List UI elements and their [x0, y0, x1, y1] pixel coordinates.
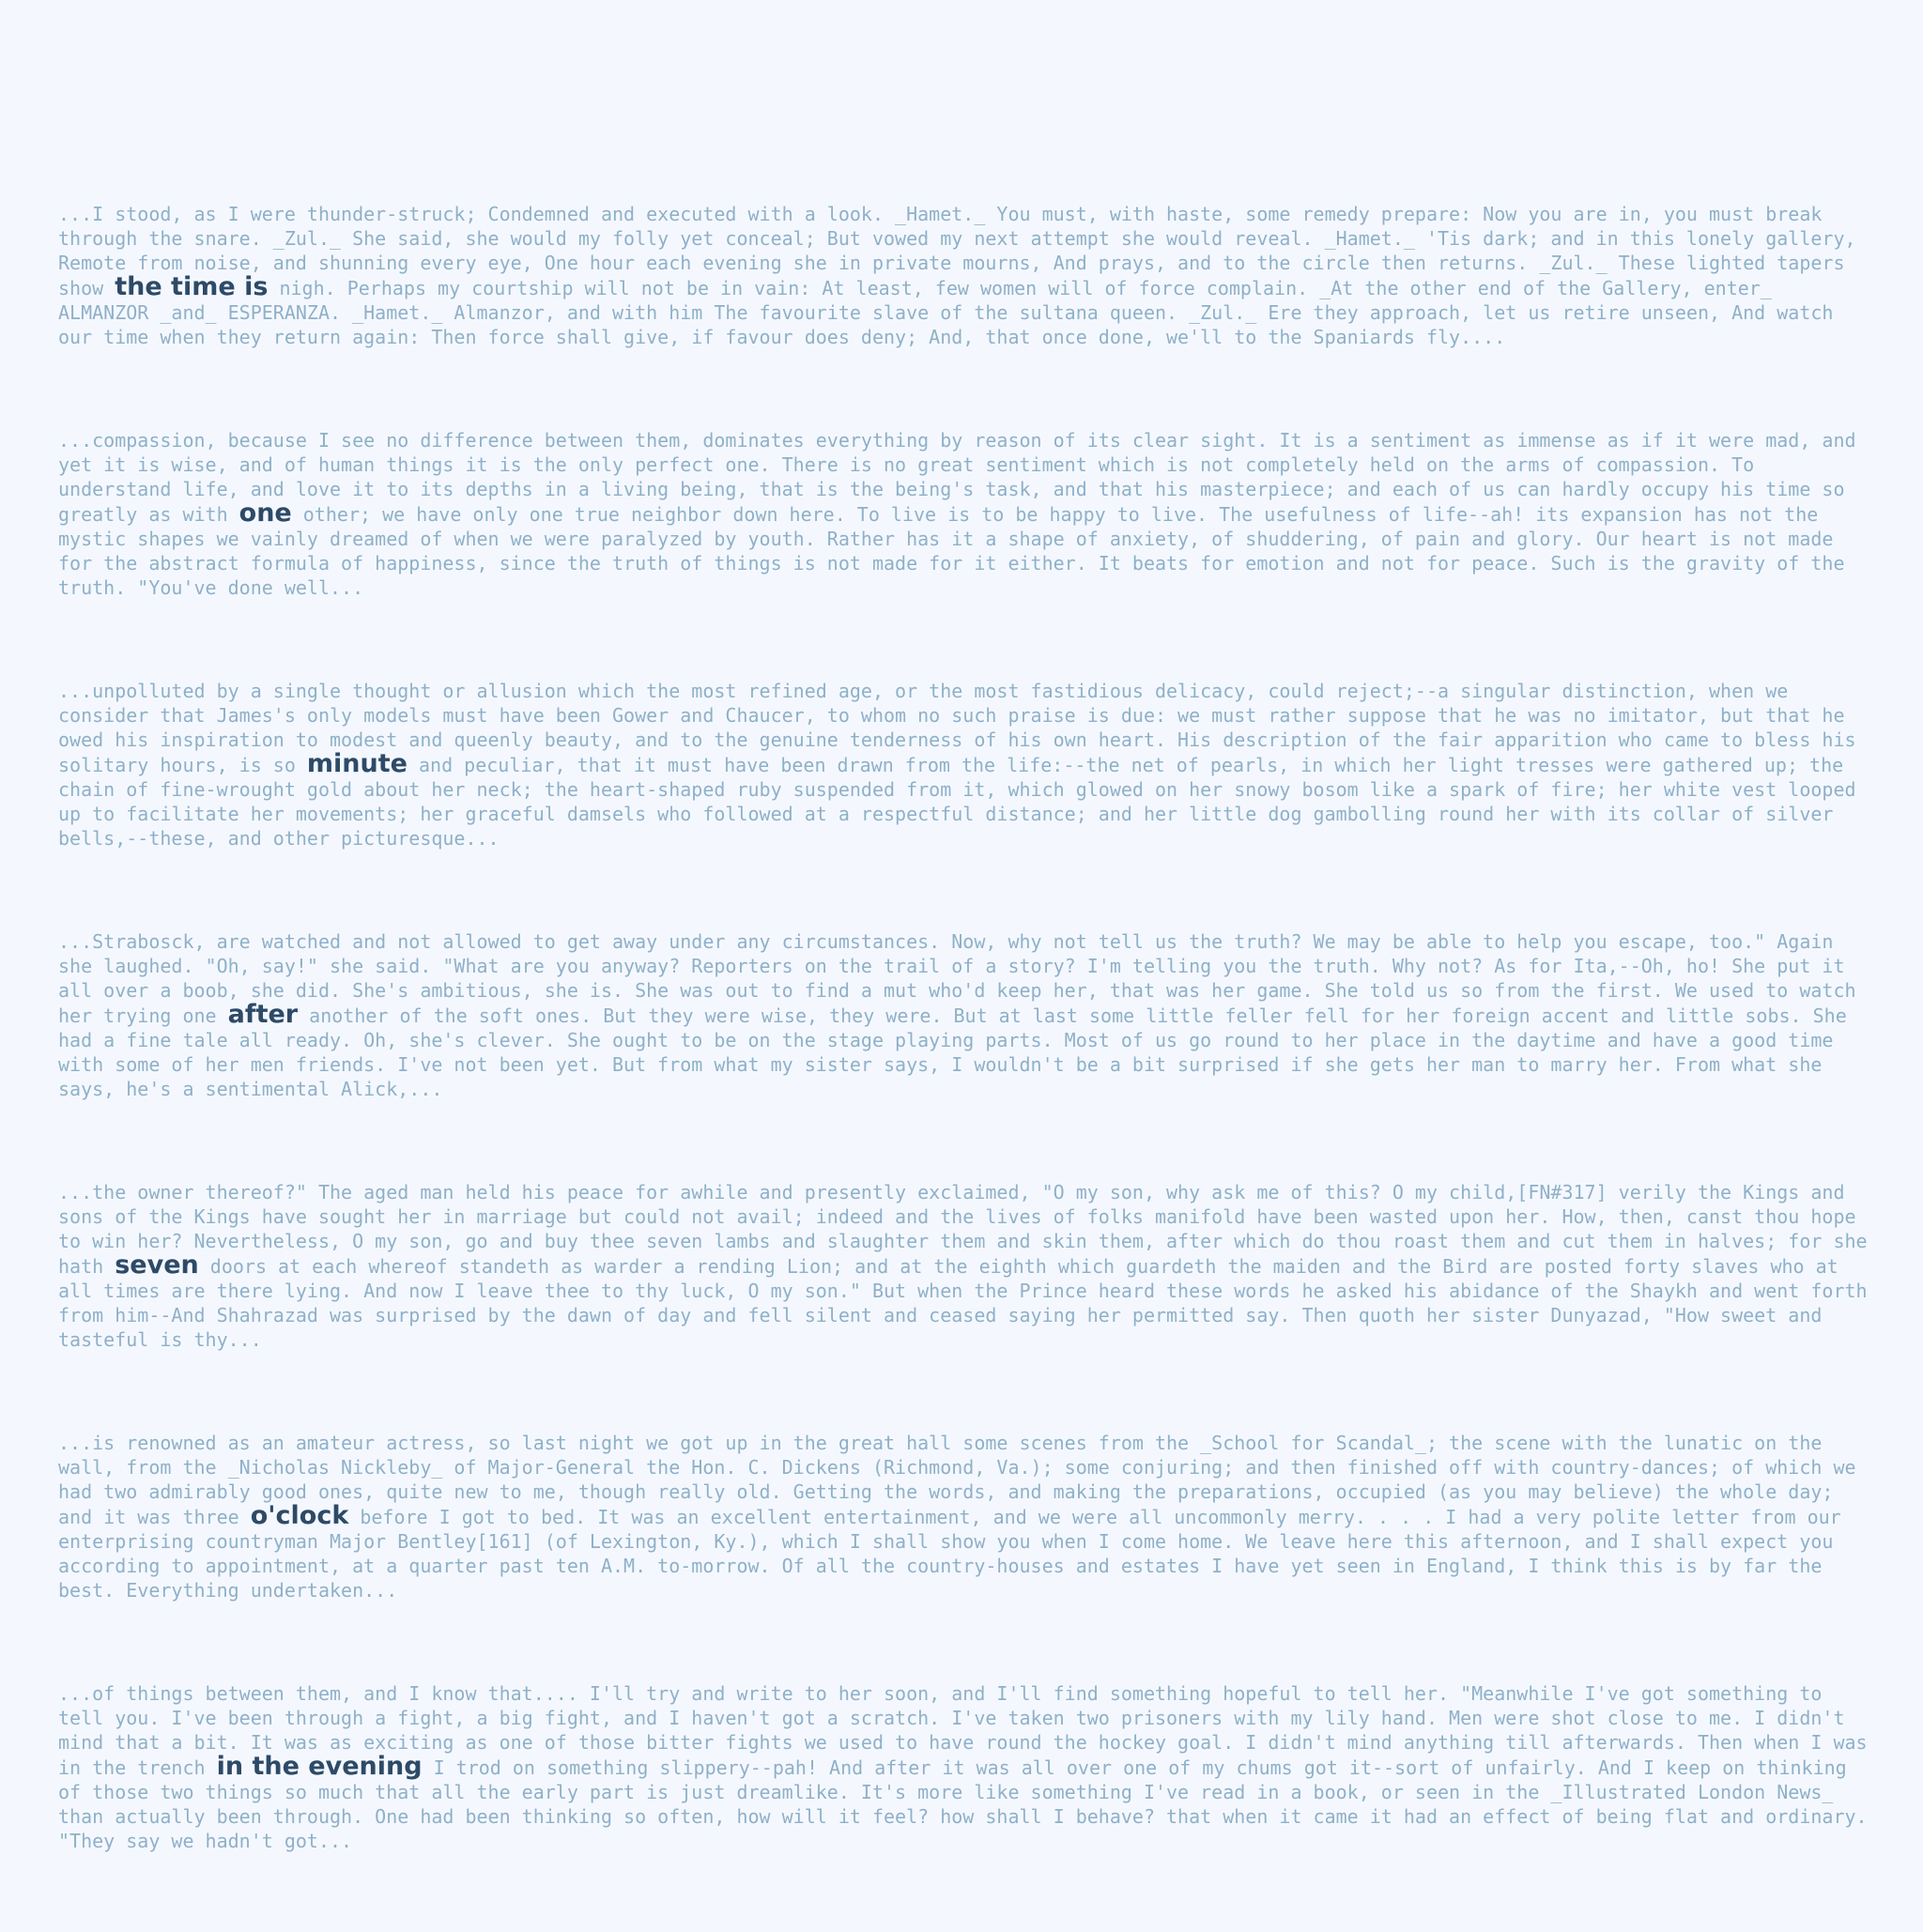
excerpt-text-before: ...unpolluted by a single thought or allusion which the most refined age, or the most fastidious delicacy, could reject;--a singular distinction, when we consider that James's only models must have been Gower and Chaucer, to whom no such praise is due: we must rather suppose that he was no imitator, but that he owed his inspiration to modest and queenly beauty, and to the genuine tenderness of his own heart. His description of the fair apparition who came to bless his solitary hours, is so	[58, 680, 1856, 776]
excerpt-text-after: doors at each whereof standeth as warder a rending Lion; and at the eighth which guardeth the maiden and the Bird are posted forty slaves who at all times are there lying. And now I leave thee to thy luck, O my son." But when the Prince heard these words he asked his abidance of the Shaykh and went forth from him--And Shahrazad was surprised by the dawn of day and fell silent and ceased saying her permitted say. Then quoth her sister Dunyazad, "How sweet and tasteful is thy...	[58, 1255, 1868, 1351]
excerpt-text-after: nigh. Perhaps my courtship will not be in vain: At least, few women will of force complain. _At the other end of the Gallery, enter_ ALMANZOR _and_ ESPERANZA. _Hamet._ Almanzor, and with him The favourite slave of the sultana queen. _Zul._ Ere they approach, let us retire unseen, And watch our time when they return again: Then force shall give, if favour does deny; And, that once done, we'll to the Spaniards fly....	[58, 277, 1834, 348]
highlighted-time-phrase: the time is	[115, 272, 269, 301]
excerpt-text-after: another of the soft ones. But they were wise, they were. But at last some little feller fell for her foreign accent and little sobs. She had a fine tale all ready. Oh, she's clever. She ought to be on the stage playing parts. Most of us go round to her place in the daytime and have a good time with some of her men friends. I've not been yet. But from what my sister says, I wouldn't be a bit surprised if she gets her man to marry her. From what she says, he's a sentimental Alick,...	[58, 1004, 1847, 1100]
highlighted-time-phrase: one	[238, 498, 292, 528]
highlighted-time-phrase: seven	[115, 1250, 199, 1280]
highlighted-time-phrase: in the evening	[216, 1752, 423, 1781]
excerpt-3	[58, 679, 1870, 851]
excerpt-7	[58, 1681, 1870, 1853]
excerpt-text-after: other; we have only one true neighbor down here. To live is to be happy to live. The usefulness of life--ah! its expansion has not the mystic shapes we vainly dreamed of when we were paralyzed by youth. Rather has it a shape of anxiety, of shuddering, of pain and glory. Our heart is not made for the abstract formula of happiness, since the truth of things is not made for it either. It beats for emotion and not for peace. Such is the gravity of the truth. "You've done well...	[58, 503, 1845, 599]
excerpt-text-before: ...compassion, because I see no difference between them, dominates everything by reason of its clear sight. It is a sentiment as immense as if it were mad, and yet it is wise, and of human things it is the only perfect one. There is no great sentiment which is not completely held on the arms of compassion. To understand life, and love it to its depths in a living being, that is the being's task, and that his masterpiece; and each of us can hardly occupy his time so greatly as with	[58, 429, 1856, 526]
excerpt-4	[58, 929, 1870, 1101]
excerpt-text-before: ...Strabosck, are watched and not allowed to get away under any circumstances. Now, why not tell us the truth? We may be able to help you escape, too." Again she laughed. "Oh, say!" she said. "What are you anyway? Reporters on the trail of a story? I'm telling you the truth. Why not? As for Ita,--Oh, ho! She put it all over a boob, she did. She's ambitious, she is. She was out to find a mut who'd keep her, that was her game. She told us so from the first. We used to watch her trying one	[58, 930, 1856, 1027]
excerpt-text-before: ...of things between them, and I know that.... I'll try and write to her soon, and I'll find something hopeful to tell her. "Meanwhile I've got something to tell you. I've been through a fight, a big fight, and I haven't got a scratch. I've taken two prisoners with my lily hand. Men were shot close to me. I didn't mind that a bit. It was as exciting as one of those bitter fights we used to have round the hockey goal. I didn't mind anything till afterwards. Then when I was in the trench	[58, 1682, 1868, 1779]
highlighted-time-phrase: minute	[306, 749, 408, 778]
excerpt-5	[58, 1180, 1870, 1352]
excerpt-text-after: before I got to bed. It was an excellent entertainment, and we were all uncommonly merry. . . . I had a very polite letter from our enterprising countryman Major Bentley[161] (of Lexington, Ky.), which I shall show you when I come home. We leave here this afternoon, and I shall expect you according to appointment, at a quarter past ten A.M. to-morrow. Of all the country-houses and estates I have yet seen in England, I think this is by far the best. Everything undertaken...	[58, 1506, 1841, 1602]
excerpt-text-before: ...the owner thereof?" The aged man held his peace for awhile and presently exclaimed, "O my son, why ask me of this? O my child,[FN#317] verily the Kings and sons of the Kings have sought her in marriage but could not avail; indeed and the lives of folks manifold have been wasted upon her. How, then, canst thou hope to win her? Nevertheless, O my son, go and buy thee seven lambs and slaughter them and skin them, after which do thou roast them and cut them in halves; for she hath	[58, 1181, 1868, 1278]
excerpt-6	[58, 1431, 1870, 1602]
excerpt-text-after: and peculiar, that it must have been drawn from the life:--the net of pearls, in which her light tresses were gathered up; the chain of fine-wrought gold about her neck; the heart-shaped ruby suspended from it, which glowed on her snowy bosom like a spark of fire; her white vest looped up to facilitate her movements; her graceful damsels who followed at a respectful distance; and her little dog gambolling round her with its collar of silver bells,--these, and other picturesque...	[58, 754, 1856, 850]
excerpt-2	[58, 428, 1870, 600]
excerpt-text-before: ...I stood, as I were thunder-struck; Condemned and executed with a look. _Hamet._ You must, with haste, some remedy prepare: Now you are in, you must break through the snare. _Zul._ She said, she would my folly yet conceal; But vowed my next attempt she would reveal. _Hamet._ 'Tis dark; and in this lonely gallery, Remote from noise, and shunning every eye, One hour each evening she in private mourns, And prays, and to the circle then returns. _Zul._ These lighted tapers show	[58, 203, 1856, 299]
excerpt-text-after: I trod on something slippery--pah! And after it was all over one of my chums got it--sort of unfairly. And I keep on thinking of those two things so much that all the early part is just dreamlike. It's more like something I've read in a book, or seen in the _Illustrated London News_ than actually been through. One had been thinking so often, how will it feel? how shall I behave? that when it came it had an effect of being flat and ordinary. "They say we hadn't got...	[58, 1756, 1868, 1852]
highlighted-time-phrase: after	[227, 1000, 299, 1029]
excerpt-1	[58, 202, 1870, 349]
document-page	[58, 202, 1870, 1932]
excerpt-text-before: ...is renowned as an amateur actress, so last night we got up in the great hall some scenes from the _School for Scandal_; the scene with the lunatic on the wall, from the _Nicholas Nickleby_ of Major-General the Hon. C. Dickens (Richmond, Va.); some conjuring; and then finished off with country-dances; of which we had two admirably good ones, quite new to me, though really old. Getting the words, and making the preparations, occupied (as you may believe) the whole day; and it was three	[58, 1432, 1856, 1528]
highlighted-time-phrase: o'clock	[250, 1501, 349, 1530]
